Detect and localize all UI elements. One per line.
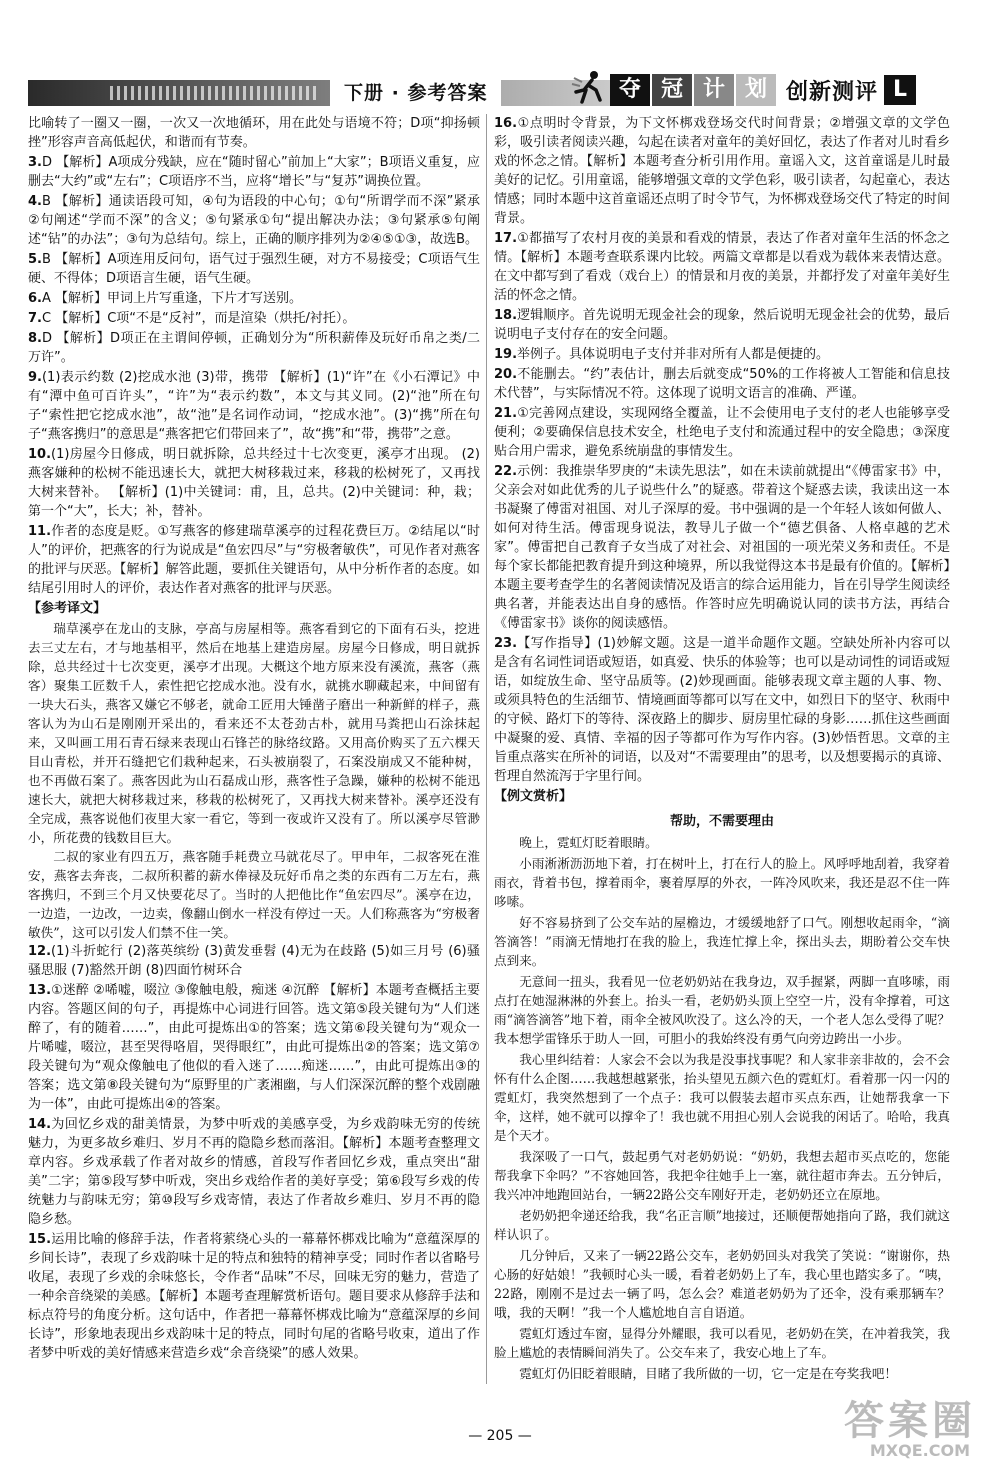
answer-number: 4. <box>28 194 42 209</box>
answer-item <box>28 981 480 1114</box>
answer-item <box>28 1230 480 1363</box>
volume-badge: L <box>884 75 916 105</box>
answer-number: 7. <box>28 311 42 326</box>
answer-text: B 【解析】通读语段可知，④句为语段的中心句；①句“所谓学而不深”紧承②句阐述“学而不深”的含义；⑤句紧承①句“提出解决办法；③句紧承⑤句阐述“钻”的办法”；③句为总结句。综上，正确的顺序排列为②④⑤①③，故选B。 <box>28 194 480 247</box>
answer-text: 作者的态度是贬。①写燕客的修建瑞草溪亭的过程花费巨万。②结尾以“时人”的评价，把燕客的行为说成是“鱼宏四尽”与“穷极奢敏佚”，可见作者对燕客的批评与厌恶。【解析】解答此题，要抓住关键语句，从中分析作者的态度。如结尾引用时人的评价，表达作者对燕客的批评与厌恶。 <box>28 524 480 596</box>
answer-item <box>494 345 950 364</box>
answer-number: 14. <box>28 1117 52 1132</box>
answer-list <box>28 942 480 1363</box>
essay-body <box>494 833 950 1383</box>
answer-text: 为回忆乡戏的甜美情景，为梦中听戏的美感享受，为乡戏韵味无穷的传统魅力，为更多故乡难归、岁月不再的隐隐乡愁而落泪。【解析】本题考查整理文章内容。乡戏承载了作者对故乡的情感，首段写作者回忆乡戏，重点突出“甜美”二字；第⑤段写梦中听戏，突出乡戏给作者的美好享受；第⑥段写乡戏的传统魅力与韵味无穷；第⑩段写乡戏寄情，表达了作者故乡难归、岁月不再的隐隐乡愁。 <box>28 1117 480 1227</box>
answer-item <box>28 445 480 521</box>
answer-number: 11. <box>28 524 52 539</box>
left-column <box>28 114 480 1384</box>
answer-number: 22. <box>494 464 518 479</box>
brand-char: 夺 <box>610 74 650 106</box>
brand-char: 计 <box>694 74 734 106</box>
answer-number: 12. <box>28 944 52 959</box>
essay-paragraph: 小雨淅淅沥沥地下着，打在树叶上，打在行人的脸上。风呼呼地刮着，我穿着雨衣，背着书包，撑着雨伞，裹着厚厚的外衣，一阵冷风吹来，我还是忍不住一阵哆嗦。 <box>494 856 950 909</box>
answer-text: D 【解析】D项正在主谓间停顿，正确划分为“所积薪俸及玩好币帛之类/二万许”。 <box>28 331 480 365</box>
answer-number: 17. <box>494 231 518 246</box>
essay-paragraph: 老奶奶把伞递还给我，我“名正言顺”地接过，还顺便帮她指向了路，我们就这样认识了。 <box>494 1208 950 1242</box>
page-header <box>0 0 1000 110</box>
essay-paragraph: 几分钟后，又来了一辆22路公交车，老奶奶回头对我笑了笑说：“谢谢你，热心肠的好姑娘！”我顿时心头一暖，看着老奶奶上了车，我心里也踏实多了。“咦，22路，刚刚不是过去一辆了吗，怎么会？难道老奶奶为了还伞，没有乘那辆车？哦，我的天啊！”我一个人尴尬地自言自语道。 <box>494 1248 950 1320</box>
answer-text: ①点明时令背景，为下文怀梆戏登场交代时间背景；②增强文章的文学色彩，吸引读者阅读兴趣，勾起在读者对童年的美好回忆，表达了作者对儿时看乡戏的怀念之情。【解析】本题考查分析引用作用。童谣入文，这首童谣是儿时最美好的记忆。引用童谣，能够增强文章的文学色彩，吸引读者，勾起童心，表达情感；同时本题中这首童谣还点明了时令节气，为怀梆戏登场交代了特定的时间背景。 <box>494 116 950 226</box>
answer-item <box>494 404 950 461</box>
brand-logo <box>610 74 916 106</box>
page-number: — 205 — <box>468 1428 532 1444</box>
answer-number: 6. <box>28 291 42 306</box>
translation-paragraph: 瑞草溪亭在龙山的支脉，亭高与房屋相等。燕客看到它的下面有石头，挖进去三丈左右，才与地基相平，然后在地基上建造房屋。房屋今日修成，明日就拆除，总共经过十七次变更，溪亭才出现。大概这个地方原来没有溪流，燕客（燕客）聚集工匠数千人，索性把它挖成水池。没有水，就挑水聊藏起来，中间留有一块大石头，燕客又嫌它不够老，就命工匠用大锤凿子磨出一种新鲜的样子，燕客认为为山石是刚刚开采出的，看来还不太苍劲古朴，就用马粪把山石涂抹起来，又叫画工用石青石绿来表现山石锋芒的脉络纹路。又用高价购买了五六棵天目山青松，并开石缝把它们栽种起来，石头被崩裂了，石案没崩成又不能种树，也不再做石案了。燕客因此为山石磊成山形，燕客性子急躁，嫌种的松树不能迅速长大，就把大树移栽过来，移栽的松树死了，又再找大树来替补。溪亭还没有全完成，燕客说他们夜里大家一看它，等到一夜或许又没有了。所以溪亭尽管渺小，所花费的钱数目巨大。 <box>28 621 480 845</box>
answer-item <box>28 289 480 308</box>
answer-number: 20. <box>494 367 518 382</box>
essay-paragraph: 晚上，霓虹灯眨着眼睛。 <box>519 835 658 850</box>
answer-text: A 【解析】甲词上片写重逢，下片才写送别。 <box>41 291 303 306</box>
essay-title: 帮助，不需要理由 <box>669 814 774 829</box>
answer-number: 16. <box>494 116 518 131</box>
answer-list <box>494 114 950 786</box>
answer-text: 不能删去。“约”表估计，删去后就变成“50%的工作将被人工智能和信息技术代替”，与实际情况不符。这体现了说明文语言的准确、严谨。 <box>494 367 950 401</box>
answer-text: ①迷醉 ②唏嘘，啜泣 ③像触电般，痴迷 ④沉醉 【解析】本题考查概括主要内容。答题区间的句子，再提炼中心词进行回答。选文第⑤段关键句为“人们迷醉了，有的随着……”，由此可提炼出①的答案；选文第⑥段关键句为“观众一片唏嘘，啜泣，甚至哭得咯眉，哭得眼红”，由此可提炼出②的答案；选文第⑦段关键句为“观众像触电了他似的看入迷了……痴迷……”，由此可提炼出③的答案；选文第⑧段关键句为“原野里的广袤湘幽，与人们深深沉醉的整个戏剧融为一体”，由此可提炼出④的答案。 <box>28 983 480 1112</box>
answer-text: 逻辑顺序。首先说明无现金社会的现象，然后说明无现金社会的优势，最后说明电子支付存在的安全问题。 <box>494 308 950 342</box>
answer-item <box>494 634 950 786</box>
essay-paragraph: 我深吸了一口气，鼓起勇气对老奶奶说：“奶奶，我想去超市买点吃的，您能帮我拿下伞吗？”不容她回答，我把伞往她手上一塞，就往超市奔去。五分钟后，我兴冲冲地跑回站台，一辆22路公交车刚好开走，老奶奶还立在原地。 <box>494 1149 950 1202</box>
answer-item <box>28 153 480 191</box>
answer-item <box>28 522 480 598</box>
answer-item <box>28 114 480 152</box>
brand-char: 划 <box>736 74 776 106</box>
answer-item <box>28 368 480 444</box>
answer-item <box>28 309 480 328</box>
right-column <box>494 114 950 1384</box>
answer-text: 运用比喻的修辞手法，作者将萦绕心头的一幕幕怀梆戏比喻为“意蕴深厚的乡间长诗”，表现了乡戏韵味十足的特点和独特的精神享受；同时作者以省略号收尾，表现了乡戏的余味悠长，令作者“品味”不尽，回味无穷的魅力，营造了一种余音绕梁的美感。【解析】本题考查理解赏析语句。题目要求从修辞手法和标点符号的角度分析。这句话中，作者把一幕幕怀梆戏比喻为“意蕴深厚的乡间长诗”，形象地表现出乡戏韵味十足的特点，同时句尾的省略号收束，道出了作者梦中听戏的美好情感来营造乡戏“余音绕梁”的感人效果。 <box>28 1232 480 1361</box>
brand-char: 冠 <box>652 74 692 106</box>
answer-item <box>28 1115 480 1229</box>
answer-number: 23. <box>494 636 518 651</box>
header-stripes <box>110 86 320 100</box>
answer-number: 10. <box>28 447 52 462</box>
answer-text: 示例：我推崇华罗庚的“未读先思法”，如在未读前就提出“《傅雷家书》中，父亲会对如此优秀的儿子说些什么”的疑惑。带着这个疑惑去读，我读出这一本书凝聚了傅雷对祖国、对儿子深厚的爱。书中强调的是一个年轻人该如何做人、如何对待生活。傅雷现身说法，教导儿子做一个“德艺俱备、人格卓越的艺术家”。傅雷把自己教育子女当成了对社会、对祖国的一项光荣义务和责任。不是每个家长都能把教育提升到这种境界，所以我觉得这本书是最有价值的。【解析】本题主要考查学生的名著阅读情况及语言的综合运用能力，旨在引导学生阅读经典名著，并能表达出自身的感悟。作答时应先明确说认同的读书方法，再结合《傅雷家书》谈你的阅读感悟。 <box>494 464 950 631</box>
answer-number: 18. <box>494 308 518 323</box>
essay-paragraph: 霓虹灯透过车窗，显得分外耀眼，我可以看见，老奶奶在笑，在冲着我笑，我脸上尴尬的表情瞬间消失了。公交车来了，我安心地上了车。 <box>494 1326 950 1360</box>
answer-item <box>28 250 480 288</box>
answer-number: 15. <box>28 1232 52 1247</box>
answer-text: C 【解析】C项“不是“反衬”，而是渲染（烘托/衬托）。 <box>41 311 356 326</box>
answer-text: 【写作指导】(1)妙解文题。这是一道半命题作文题。空缺处所补内容可以是含有名词性词语或短语，如真爱、快乐的体验等；也可以是动词性的词语或短语，如绽放生命、坚守品质等。(2)妙现画面。能够表现文章主题的人事、物、或须具特色的生活细节、情境画面等都可以写在文中，如烈日下的坚守、秋雨中的守候、路灯下的等待、深夜路上的脚步、厨房里忙碌的身影……抓住这些画面中凝聚的爱、真情、幸福的因子等都可作为写作内容。(3)妙悟哲思。文章的主旨重点落实在所补的词语，以及对“不需要理由”的思考，以及想要揭示的真谛、哲理自然流泻于字里行间。 <box>494 636 950 784</box>
answer-number: 8. <box>28 331 42 346</box>
watermark-url: MXQE.COM <box>869 1441 970 1460</box>
answer-text: (1)房屋今日修成，明日就拆除，总共经过十七次变更，溪亭才出现。 (2)燕客嫌种的松树不能迅速长大，就把大树移栽过来，移栽的松树死了，又再找大树来替补。 【解析】(1)中关键词：甫，且，总共。(2)中关键词：种，栽；第一个“大”，长大；补，替补。 <box>28 447 480 519</box>
watermark-text: 答案圈 <box>844 1398 976 1444</box>
answer-number: 5. <box>28 252 42 267</box>
answer-list <box>28 114 480 598</box>
answer-text: 比喻转了一圈又一圈，一次又一次地循环，用在此处与语境不符；D项“抑扬顿挫”形容声音高低起伏，和谐而有节奏。 <box>28 116 480 150</box>
translation-heading: 【 参考译文 】 <box>28 599 480 618</box>
answer-item <box>28 192 480 249</box>
answer-text: (1)斗折蛇行 (2)落英缤纷 (3)黄发垂髫 (4)无为在歧路 (5)如三月号 (6)骚骚思服 (7)豁然开朗 (8)四面竹树环合 <box>28 944 480 978</box>
answer-item <box>494 462 950 633</box>
answer-text: ①完善网点建设，实现网络全覆盖，让不会使用电子支付的老人也能够享受便利；②要确保信息技术安全，杜绝电子支付和流通过程中的安全隐患；③深度贴合用户需求，避免系统崩盘的事情发生。 <box>494 406 950 459</box>
answer-text: ①都描写了农村月夜的美景和看戏的情景，表达了作者对童年生活的怀念之情。【解析】本题考查联系课内比较。两篇文章都是以看戏为载体来表情达意。在文中都写到了看戏（戏台上）的情景和月夜的美景，并都抒发了对童年美好生活的怀念之情。 <box>494 231 950 303</box>
essay-paragraph: 我心里纠结着：人家会不会以为我是没事找事呢？和人家非亲非故的，会不会怀有什么企图……我越想越紧张，抬头望见五颜六色的霓虹灯。看着那一闪一闪的霓虹灯，我突然想到了一个点子：我可以假装去超市买点东西，让她帮我拿一下伞，这样，她不就可以撑伞了！我也就不用担心别人会说我的闲话了。哈哈，我真是个天才。 <box>494 1052 950 1143</box>
page-title: 下册 · 参考答案 <box>330 80 501 106</box>
column-divider <box>486 114 487 1384</box>
running-figure-icon <box>570 68 608 106</box>
answer-text: 举例子。具体说明电子支付并非对所有人都是便捷的。 <box>517 347 830 362</box>
translation-paragraph: 二叔的家业有四五万，燕客随手耗费立马就花尽了。甲申年，二叔客死在淮安，燕客去奔丧，二叔所积蓄的薪水俸禄及玩好币帛之类的东西有二万左右，燕客携归，不到三个月又快要花尽了。当时的人把他比作“鱼宏四尽”。溪亭在边，一边造，一边改，一边卖，像翻山倒水一样没有停过一天。人们称燕客为“穷极奢敏佚”，这可以引发人们禁不住一笑。 <box>28 849 480 940</box>
brand-subtitle: 创新测评 <box>786 79 879 105</box>
essay-paragraph: 无意间一扭头，我看见一位老奶奶站在我身边，双手握紧，两脚一直哆嗦，雨点打在她湿淋淋的外套上。抬头一看，老奶奶头顶上空空一片，没有伞撑着，可这雨“滴答滴答”地下着，雨伞全被风吹没了。这么冷的天，一个老人怎么受得了呢？我本想学雷锋乐于助人一回，可胆小的我始终没有勇气向旁边跨出一小步。 <box>494 974 950 1046</box>
answer-item <box>494 114 950 228</box>
answer-number: 9. <box>28 370 42 385</box>
answer-item <box>28 329 480 367</box>
essay-section-heading: 【 例文赏析 】 <box>494 787 950 806</box>
answer-number: 21. <box>494 406 518 421</box>
essay-paragraph: 霓虹灯仍旧眨着眼睛，目睹了我所做的一切，它一定是在夸奖我吧！ <box>519 1366 897 1381</box>
answer-item <box>494 365 950 403</box>
answer-item <box>28 942 480 980</box>
answer-item <box>494 229 950 305</box>
answer-text: D 【解析】A项成分残缺，应在“随时留心”前加上“大家”；B项语义重复，应删去“大约”或“左右”；C项语序不当，应将“增长”与“复苏”调换位置。 <box>28 155 480 189</box>
answer-number: 3. <box>28 155 42 170</box>
answer-text: B 【解析】A项连用反问句，语气过于强烈生硬，对方不易接受；C项语气生硬、不得体；D项语言生硬，语气生硬。 <box>28 252 480 286</box>
essay-paragraph: 好不容易挤到了公交车站的屋檐边，才缓缓地舒了口气。刚想收起雨伞，“滴答滴答！”雨滴无情地打在我的脸上，我连忙撑上伞，探出头去，期盼着公交车快点到来。 <box>494 915 950 968</box>
answer-number: 13. <box>28 983 52 998</box>
answer-text: (1)表示约数 (2)挖成水池 (3)带，携带 【解析】(1)“许”在《小石潭记》中有“潭中鱼可百许头”，“许”为“表示约数”，本文与其义同。(2)“池”所在句子“索性把它挖成水池”，故“池”是名词作动词，“挖成水池”。(3)“携”所在句子“燕客携归”的意思是“燕客把它们带回来了”，故“携”和“带，携带”之意。 <box>28 370 480 442</box>
answer-number: 19. <box>494 347 518 362</box>
answer-item <box>494 306 950 344</box>
